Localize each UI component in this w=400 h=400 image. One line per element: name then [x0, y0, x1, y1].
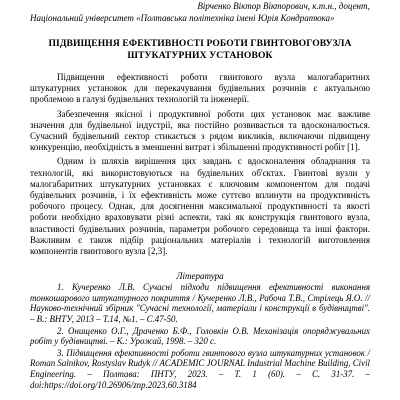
body-paragraph-2: Забезпечення якісної і продуктивної роботи цих установок має важливе значення для будівельної індустрії, яка постійно розвивається та вдосконалюється. Сучасний будівельний сектор стикається з рядом викликів, включаючи підвищену конкуренцію, необхідність в зменшенні витрат і збільшенні продуктивності робіт [1].: [30, 108, 370, 153]
paper-title: ПІДВИЩЕННЯ ЕФЕКТИВНОСТІ РОБОТИ ГВИНТОВОГОВУЗЛА ШТУКАТУРНИХ УСТАНОВОК: [48, 38, 352, 61]
literature-heading: Література: [176, 271, 224, 282]
affiliation-line: Національний університет «Полтавська політехніка імені Юрія Кондратюка»: [30, 13, 335, 23]
byline: [30, 0, 370, 24]
reference-item-2: 2. Онищенко О.Г., Драченко Б.Ф., Головкін О.В. Механізація опоряджувальних робіт у будівництві. – К.: Урожай, 1998. – 320 с.: [30, 325, 370, 347]
body-paragraph-1: Підвищення ефективності роботи гвинтового вузла малогабаритних штукатурних установок для перекачування будівельних розчинів є актуальною проблемою в галузі будівельних технологій та інженерії.: [30, 72, 370, 105]
body-paragraph-3: Одним із шляхів вирішення цих завдань є вдосконалення обладнання та технологій, які використовуються на будівельних об'єктах. Гвинтові вузли у малогабаритних штукатурних установках є ключовим компонентом для подачі будівельних розчинів, і їх ефективність може суттєво вплинути на продуктивність робочого процесу. Однак, для досягнення максимальної продуктивності та якості роботи необхідно враховувати різні аспекти, такі як конструкція гвинтового вузла, властивості будівельних розчинів, параметри робочого середовища та інші фактори. Важливим є також підбір раціональних матеріалів і технологій виготовлення компонентів гвинтового вузла [2,3].: [30, 156, 370, 257]
reference-item-1: 1. Кучеренко Л.В. Сучасні підходи підвищення ефективності виконання тонкошарового штукатурного покриття / Кучеренко Л.В., Рабоча Т.В., Стрілець Я.О. // Науково-технічний збірник "Сучасні технології, матеріали і конструкції в будівництві". – В.: ВНТУ, 2013 – Т.14, №1. – С.47-50.: [30, 282, 370, 325]
reference-item-3: 3. Підвищення ефективності роботи гвинтового вузла штукатурних установок / Roman Salnikov, Rostyslav Rudyk // ACADEMIC JOURNAL Industrial Machine Building, Civil Engineering. – Полтава: ПНТУ, 2023. – Т. 1 (60). – С. 31-37. – doi:https://doi.org/10.26906/znp.2023.60.3184: [30, 347, 370, 390]
author-line: Вірченко Віктор Вікторович, к.т.н., доцент,: [197, 1, 370, 11]
